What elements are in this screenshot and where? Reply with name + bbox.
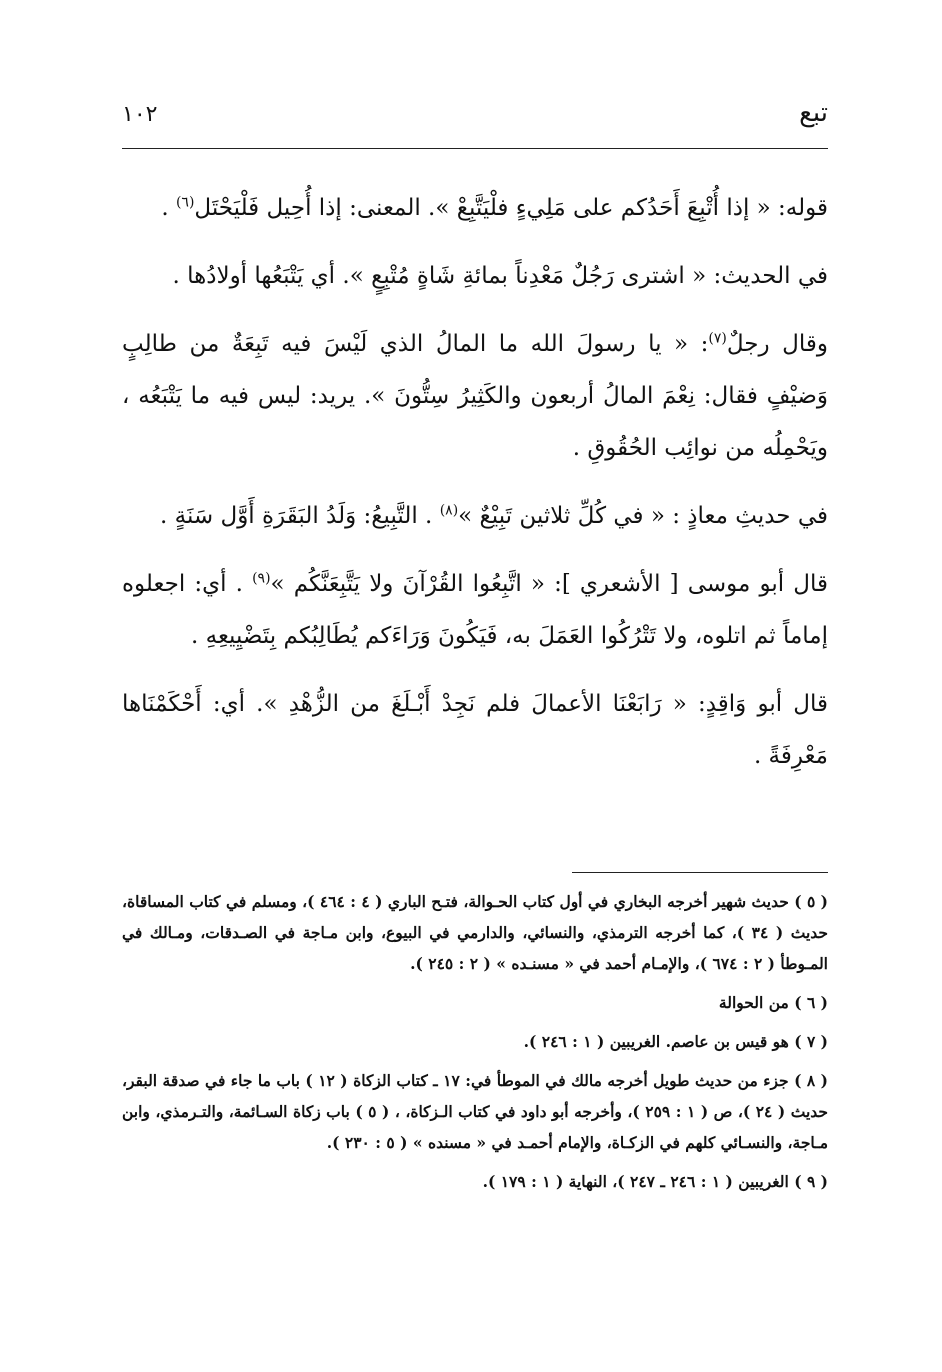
footnotes: [122, 886, 828, 1205]
paragraph-1: قوله: « إذا أُتْبِعَ أَحَدُكم على مَلِيءٍ فلْيَتَّبِعْ ». المعنى: إذا أُحِيل فَلْيَحْتَل$^{(٦)}$ .: [161, 194, 828, 221]
paragraph-5: قال أبو موسى [ الأشعري ]: « اتَّبِعُوا القُرْآنَ ولا يَتَّبِعَنَّكُم »$^{(٩)}$ . أي: اجعلوه إماماً ثم اتلوه، ولا تَتْرُكُوا العَمَلَ به، فَيَكُونَ وَرَاءَكم يُطَالِبُكم بِتَضْيِيعِهِ .: [122, 570, 828, 649]
page-header: [122, 96, 828, 149]
page-number: ١٠٢: [122, 102, 158, 127]
footnote-9: ( ٩ ) الغريبين ( ١ : ٢٤٦ ـ ٢٤٧ )، النهاية ( ١ : ١٧٩ ).: [482, 1172, 828, 1191]
footnote-6: ( ٦ ) من الحوالة: [718, 993, 828, 1012]
footnote-7: ( ٧ ) هو قيس بن عاصم. الغريبين ( ١ : ٢٤٦ ).: [523, 1032, 828, 1051]
paragraph-2: في الحديث: « اشترى رَجُلٌ مَعْدِناً بمائةِ شَاةٍ مُتْبِعٍ ». أي يَتْبَعُها أولادُها .: [172, 263, 828, 289]
paragraph-3: وقال رجلٌ$^{(٧)}$: « يا رسولَ الله ما المالُ الذي لَيْسَ فيه تَبِعَةٌ من طالِبٍ وَضيْفٍ فقال: نِعْمَ المالُ أربعون والكَثِيرُ سِتُّونَ ». يريد: ليس فيه ما يَتْبَعُه ، ويَحْمِلُه من نوائِب الحُقُوقِ .: [122, 330, 829, 461]
running-head: تبع: [799, 98, 828, 128]
paragraph-4: في حديثِ معاذٍ : « في كُلِّ ثلاثين تَبِيْعٌ »$^{(٨)}$ . التَّبِيعُ: وَلَدُ البَقَرَةِ أَوَّل سَنَةٍ .: [160, 502, 828, 529]
main-text: [122, 182, 828, 798]
footnote-ref-6: (٦): [175, 194, 195, 211]
footnote-ref-8: (٨): [439, 502, 459, 519]
footnote-8: ( ٨ ) جزء من حديث طويل أخرجه مالك في الموطأ في: ١٧ ـ كتاب الزكاة ( ١٢ ) باب ما جاء في صدقة البقر، حديث ( ٢٤ )، ص ( ١ : ٢٥٩ )، وأخرجه أبو داود في كتاب الـزكاة، ، ( ٥ ) باب زكاة السـائمة، والتـرمذي، وابن مـاجة، والنسـائي كلهم في الزكـاة، والإمام أحمـد في « مسنده » ( ٥ : ٢٣٠ ).: [122, 1071, 829, 1152]
footnote-5: ( ٥ ) حديث شهير أخرجه البخاري في أول كتاب الحـوالة، فتـح الباري ( ٤ : ٤٦٤ )، ومسلم في كتاب المساقاة، حديث ( ٣٤ )، كما أخرجه الترمذي، والنسائي، والدارمي في البيوع، وابن مـاجة في الصـدقات، ومـالك في المـوطأ ( ٢ : ٦٧٤ )، والإمـام أحمد في « مسنـده » ( ٢ : ٢٤٥ ).: [122, 892, 829, 973]
footnote-ref-9: (٩): [252, 570, 271, 587]
footnote-divider: [572, 872, 828, 873]
footnote-ref-7: (٧): [708, 330, 727, 347]
paragraph-6: قال أبو وَاقِدٍ: « رَابَعْنَا الأعمالَ فلم نَجِدْ أَبْـلَغَ من الزُّهْدِ ». أي: أَحْكَمْنَاها مَعْرِفَةً .: [122, 691, 828, 769]
